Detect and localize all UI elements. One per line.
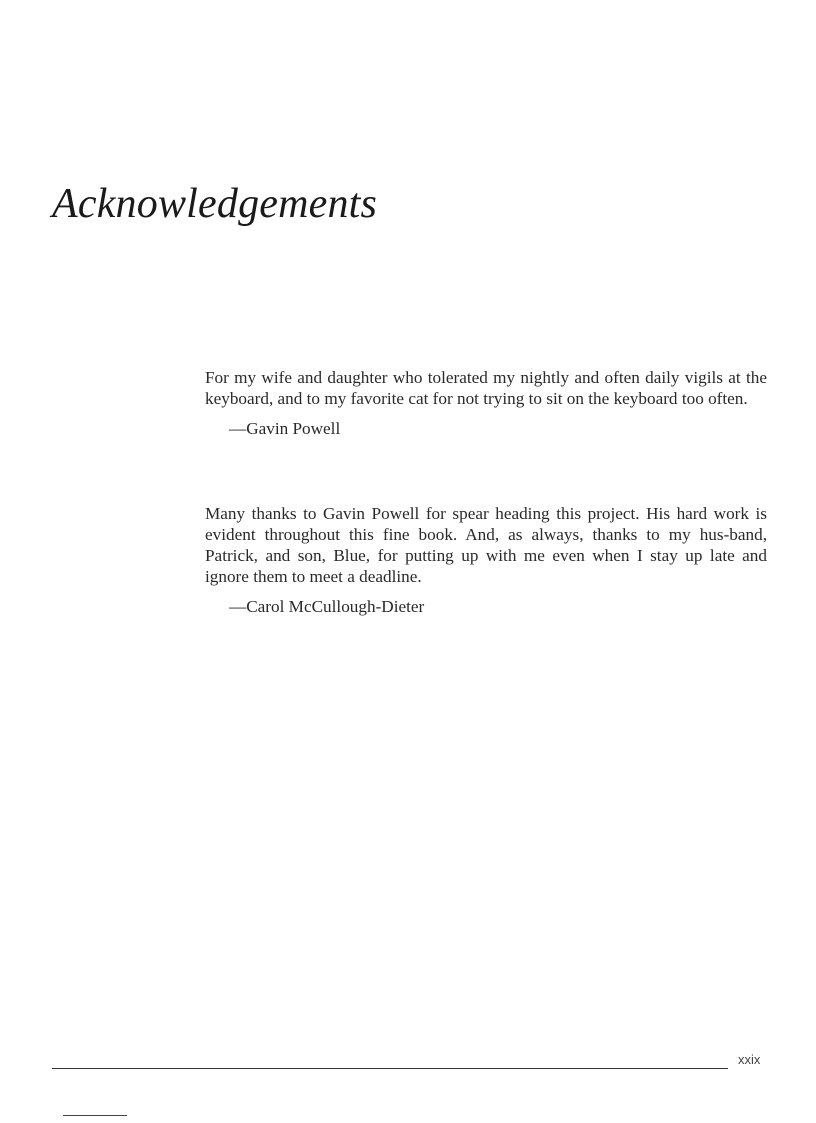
acknowledgement-block <box>205 367 767 439</box>
page-number: xxix <box>738 1052 761 1067</box>
footer-rule <box>52 1068 728 1069</box>
acknowledgement-signature: —Carol McCullough-Dieter <box>229 597 425 616</box>
acknowledgement-text: For my wife and daughter who tolerated my nightly and often daily vigils at the keyboard, and to my favorite cat for not trying to sit on the keyboard too often. <box>205 368 767 408</box>
acknowledgement-block <box>205 503 767 617</box>
acknowledgement-text: Many thanks to Gavin Powell for spear heading this project. His hard work is evident throughout this fine book. And, as always, thanks to my hus-band, Patrick, and son, Blue, for putting up with me even when I stay up late and ignore them to meet a deadline. <box>205 504 767 586</box>
acknowledgement-signature: —Gavin Powell <box>229 419 341 438</box>
page-title: Acknowledgements <box>52 181 378 227</box>
crop-rule <box>63 1115 127 1116</box>
